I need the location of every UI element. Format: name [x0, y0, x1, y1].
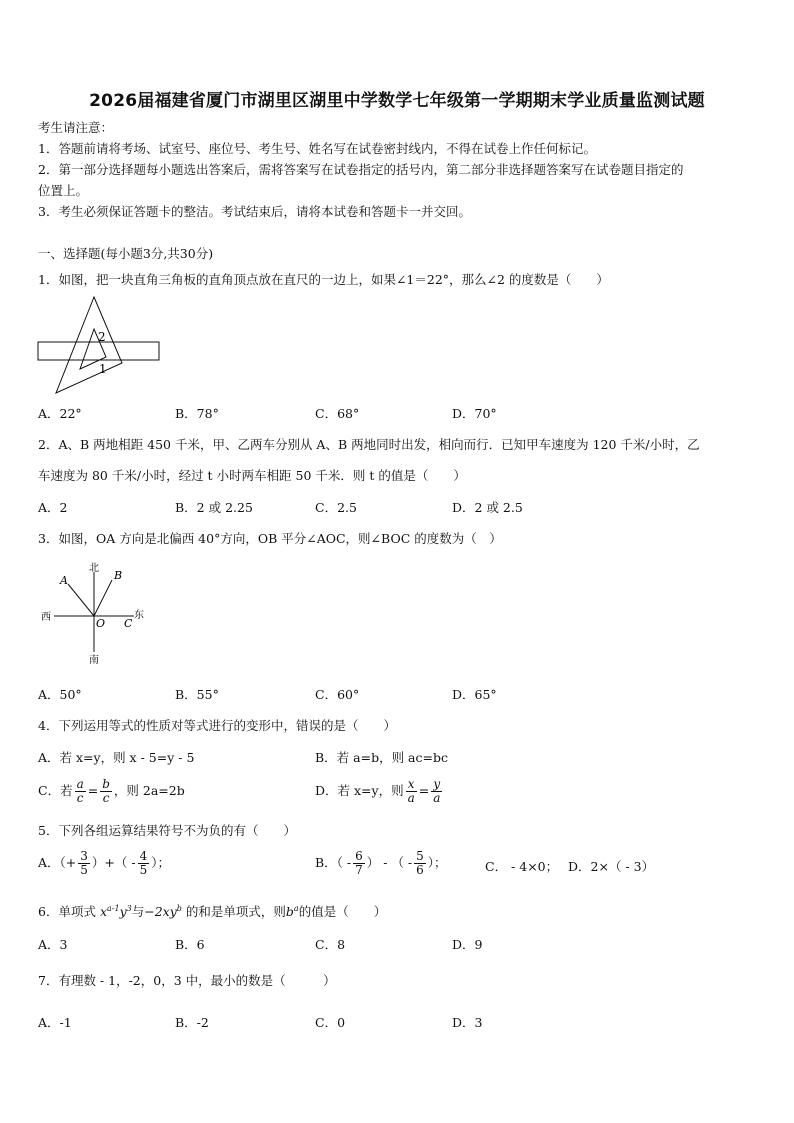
- fraction: $\frac{5}{6}$: [416, 849, 424, 877]
- triangle-outer: [56, 297, 122, 393]
- ruler: [38, 342, 159, 360]
- ray-ob: [94, 580, 112, 616]
- fraction: $\frac{6}{7}$: [355, 849, 363, 877]
- option[interactable]: [38, 850, 170, 877]
- math-term: $x^{a-1}y^3$: [99, 904, 132, 920]
- option[interactable]: C．68°: [315, 406, 360, 421]
- fraction: $\frac{3}{5}$: [80, 849, 88, 877]
- point-b-label: B: [114, 569, 123, 582]
- option[interactable]: C．0: [315, 1015, 346, 1030]
- angle-label-2: 2: [98, 330, 106, 344]
- stem-text: 的值是（ ）: [298, 904, 387, 920]
- option[interactable]: [38, 778, 185, 805]
- stem-text: 的和是单项式，则: [185, 904, 286, 920]
- question-7-stem: 7．有理数 - 1，-2，0，3 中，最小的数是（ ）: [38, 973, 336, 988]
- option[interactable]: B．-2: [175, 1015, 209, 1030]
- fraction: $\frac{4}{5}$: [139, 849, 148, 877]
- option[interactable]: C． - 4×0；: [485, 859, 559, 874]
- option[interactable]: A．3: [38, 937, 68, 952]
- math-term: $-2xy^b$: [144, 904, 182, 920]
- south-label: 南: [89, 655, 99, 666]
- question-1-stem: 1．如图，把一块直角三角板的直角顶点放在直尺的一边上，如果∠1＝22°，那么∠2 的度数是（ ）: [38, 272, 609, 287]
- math-term: $b^a$: [285, 904, 299, 920]
- option[interactable]: A．50°: [38, 687, 82, 702]
- option[interactable]: B．2 或 2.25: [175, 500, 253, 515]
- option[interactable]: D．65°: [452, 687, 497, 702]
- stem-text: 6．单项式: [38, 904, 96, 920]
- option-mid: ） - （ -: [366, 855, 413, 870]
- question-3-stem: 3．如图，OA 方向是北偏西 40°方向，OB 平分∠AOC，则∠BOC 的度数为（ ）: [38, 531, 502, 546]
- question-6-stem: [38, 900, 386, 921]
- option[interactable]: B．78°: [175, 406, 219, 421]
- fraction: $\frac{b}{c}$: [102, 777, 110, 805]
- page-title: 2026届福建省厦门市湖里区湖里中学数学七年级第一学期期末学业质量监测试题: [89, 91, 705, 111]
- notice-item: 2．第一部分选择题每小题选出答案后，需将答案写在试卷指定的括号内，第二部分非选择题答案写在试卷题目指定的: [38, 162, 684, 177]
- option[interactable]: A．2: [38, 500, 68, 515]
- option[interactable]: C．60°: [315, 687, 360, 702]
- option[interactable]: C．8: [315, 937, 346, 952]
- option[interactable]: [315, 778, 444, 805]
- point-o-label: O: [96, 617, 106, 630]
- option[interactable]: B．若 a=b，则 ac=bc: [315, 750, 448, 765]
- question-2-stem: 2．A、B 两地相距 450 千米，甲、乙两车分别从 A、B 两地同时出发，相向而行．已知甲车速度为 120 千米/小时，乙: [38, 437, 700, 452]
- fraction: $\frac{a}{c}$: [76, 777, 84, 805]
- notice-header: 考生请注意：: [38, 120, 114, 135]
- option[interactable]: [315, 850, 447, 877]
- option[interactable]: A．22°: [38, 406, 82, 421]
- option[interactable]: A．若 x=y，则 x - 5=y - 5: [38, 750, 195, 765]
- option[interactable]: D．70°: [452, 406, 497, 421]
- option-prefix: C．若: [38, 783, 73, 798]
- north-label: 北: [89, 563, 99, 574]
- option[interactable]: D．9: [452, 937, 483, 952]
- ray-oa: [68, 584, 94, 616]
- option-suffix: ，则 2a=2b: [113, 783, 185, 798]
- fraction: $\frac{x}{a}$: [407, 777, 415, 805]
- option[interactable]: D．2 或 2.5: [452, 500, 523, 515]
- option-mid: ）+（ -: [91, 855, 136, 870]
- question-5-stem: 5．下列各组运算结果符号不为负的有（ ）: [38, 823, 296, 838]
- option[interactable]: A．-1: [38, 1015, 72, 1030]
- west-label: 西: [41, 612, 51, 623]
- equals-sign: =: [418, 783, 430, 798]
- stem-text: 与: [131, 904, 145, 920]
- option-suffix: ）；: [427, 855, 447, 870]
- option-prefix: D．若 x=y，则: [315, 783, 404, 798]
- notice-item: 1．答题前请将考场、试室号、座位号、考生号、姓名写在试卷密封线内，不得在试卷上作任何标记。: [38, 141, 596, 156]
- option[interactable]: D．2×（ - 3）: [568, 859, 655, 874]
- section-heading: 一、选择题(每小题3分,共30分): [38, 246, 214, 261]
- point-a-label: A: [60, 574, 68, 587]
- question-2-stem: 车速度为 80 千米/小时，经过 t 小时两车相距 50 千米．则 t 的值是（ ）: [38, 468, 466, 483]
- option[interactable]: B．6: [175, 937, 205, 952]
- question-1-figure: [34, 295, 169, 400]
- notice-item: 3．考生必须保证答题卡的整洁。考试结束后，请将本试卷和答题卡一并交回。: [38, 204, 471, 219]
- notice-item: 位置上。: [38, 183, 89, 198]
- option[interactable]: B．55°: [175, 687, 219, 702]
- equals-sign: =: [87, 783, 99, 798]
- point-c-label: C: [124, 617, 133, 630]
- option-suffix: ）；: [151, 855, 170, 870]
- option[interactable]: C．2.5: [315, 500, 357, 515]
- question-4-stem: 4．下列运用等式的性质对等式进行的变形中，错误的是（ ）: [38, 718, 396, 733]
- option-prefix: B．（ -: [315, 855, 352, 870]
- option-prefix: A．（+: [38, 855, 77, 870]
- option[interactable]: D．3: [452, 1015, 483, 1030]
- east-label: 东: [134, 610, 144, 621]
- question-3-figure: [36, 560, 151, 670]
- fraction: $\frac{y}{a}$: [433, 777, 441, 805]
- angle-label-1: 1: [99, 362, 107, 376]
